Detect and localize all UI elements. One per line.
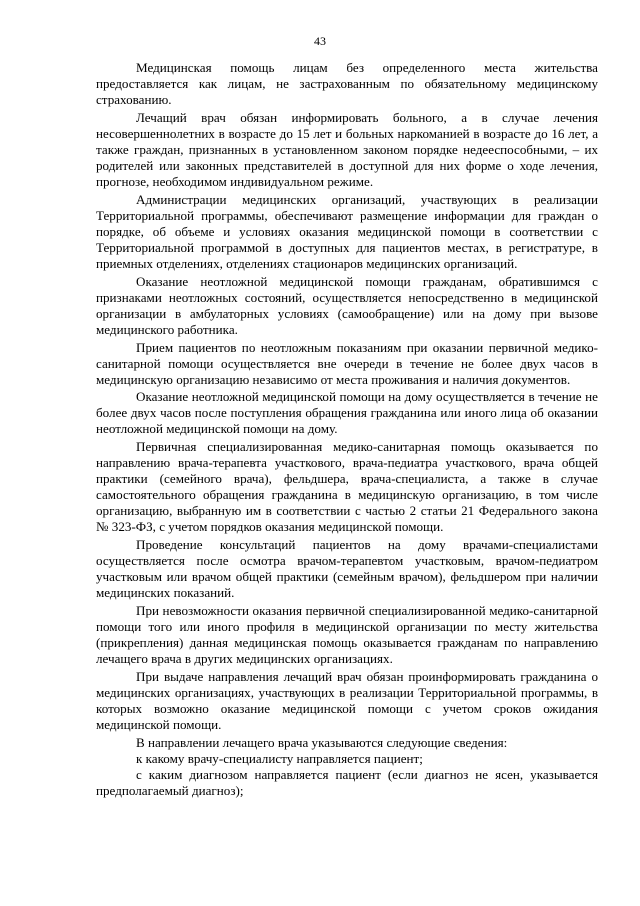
document-body [96,60,598,799]
paragraph-referral-information: При выдаче направления лечащий врач обязан проинформировать гражданина о медицинских организациях, участвующих в реализации Территориальной программы, в которых возможно оказание медицинской помощи с учетом сроков ожидания медицинской помощи. [96,668,598,733]
paragraph-homeless-care: Медицинская помощь лицам без определенного места жительства предоставляется как лицам, не застрахованным по обязательному медицинскому страхованию. [96,60,598,108]
paragraph-urgent-care-at-home: Оказание неотложной медицинской помощи на дому осуществляется в течение не более двух часов после поступления обращения гражданина или иного лица об оказании неотложной медицинской помощи на дому. [96,389,598,437]
paragraph-urgent-care-onsite: Оказание неотложной медицинской помощи гражданам, обратившимся с признаками неотложных состояний, осуществляется непосредственно в медицинской организации в амбулаторных условиях (самообращение) или на дому при вызове медицинского работника. [96,273,598,337]
paragraph-specialized-care-referral: Первичная специализированная медико-санитарная помощь оказывается по направлению врача-терапевта участкового, врача-педиатра участкового, врача общей практики (семейного врача), фельдшера, врача-специалиста, а также в случае самостоятельного обращения гражданина в медицинскую организацию, в том числе организацию, выбранную им в соответствии с частью 2 статьи 21 Федерального закона № 323-ФЗ, с учетом порядков оказания медицинской помощи. [96,439,598,535]
paragraph-home-consultations: Проведение консультаций пациентов на дому врачами-специалистами осуществляется после осмотра врачом-терапевтом участковым, врачом-педиатром участковым или врачом общей практики (семейным врачом), фельдшером при наличии медицинских показаний. [96,537,598,601]
paragraph-care-in-other-organizations: При невозможности оказания первичной специализированной медико-санитарной помощи того или иного профиля в медицинской организации по месту жительства (прикрепления) данная медицинская помощь оказывается гражданам по направлению лечащего врача в других медицинских организациях. [96,603,598,667]
paragraph-administration-information: Администрации медицинских организаций, участвующих в реализации Территориальной программы, обеспечивают размещение информации для граждан о порядке, об объеме и условиях оказания медицинской помощи в соответствии с Территориальной программой в доступных для пациентов местах, в регистратуре, в приемных отделениях, отделениях стационаров медицинских организаций. [96,191,598,271]
list-item-diagnosis: с каким диагнозом направляется пациент (если диагноз не ясен, указывается предполагаемый диагноз); [96,766,598,798]
page-number: 43 [314,34,326,48]
paragraph-urgent-admission: Прием пациентов по неотложным показаниям при оказании первичной медико-санитарной помощи осуществляется вне очереди в течение не более двух часов в медицинскую организацию независимо от места проживания и наличия документов. [96,339,598,387]
list-item-specialist: к какому врачу-специалисту направляется пациент; [136,750,423,766]
paragraph-referral-details-intro: В направлении лечащего врача указываются следующие сведения: [136,734,508,750]
paragraph-doctor-informs-patient: Лечащий врач обязан информировать больного, а в случае лечения несовершеннолетних в возрасте до 15 лет и больных наркоманией в возрасте до 16 лет, а также граждан, признанных в установленном законом порядке недееспособными, – их родителей или законных представителей в доступной для них форме о ходе лечения, прогнозе, необходимом индивидуальном режиме. [96,109,598,190]
